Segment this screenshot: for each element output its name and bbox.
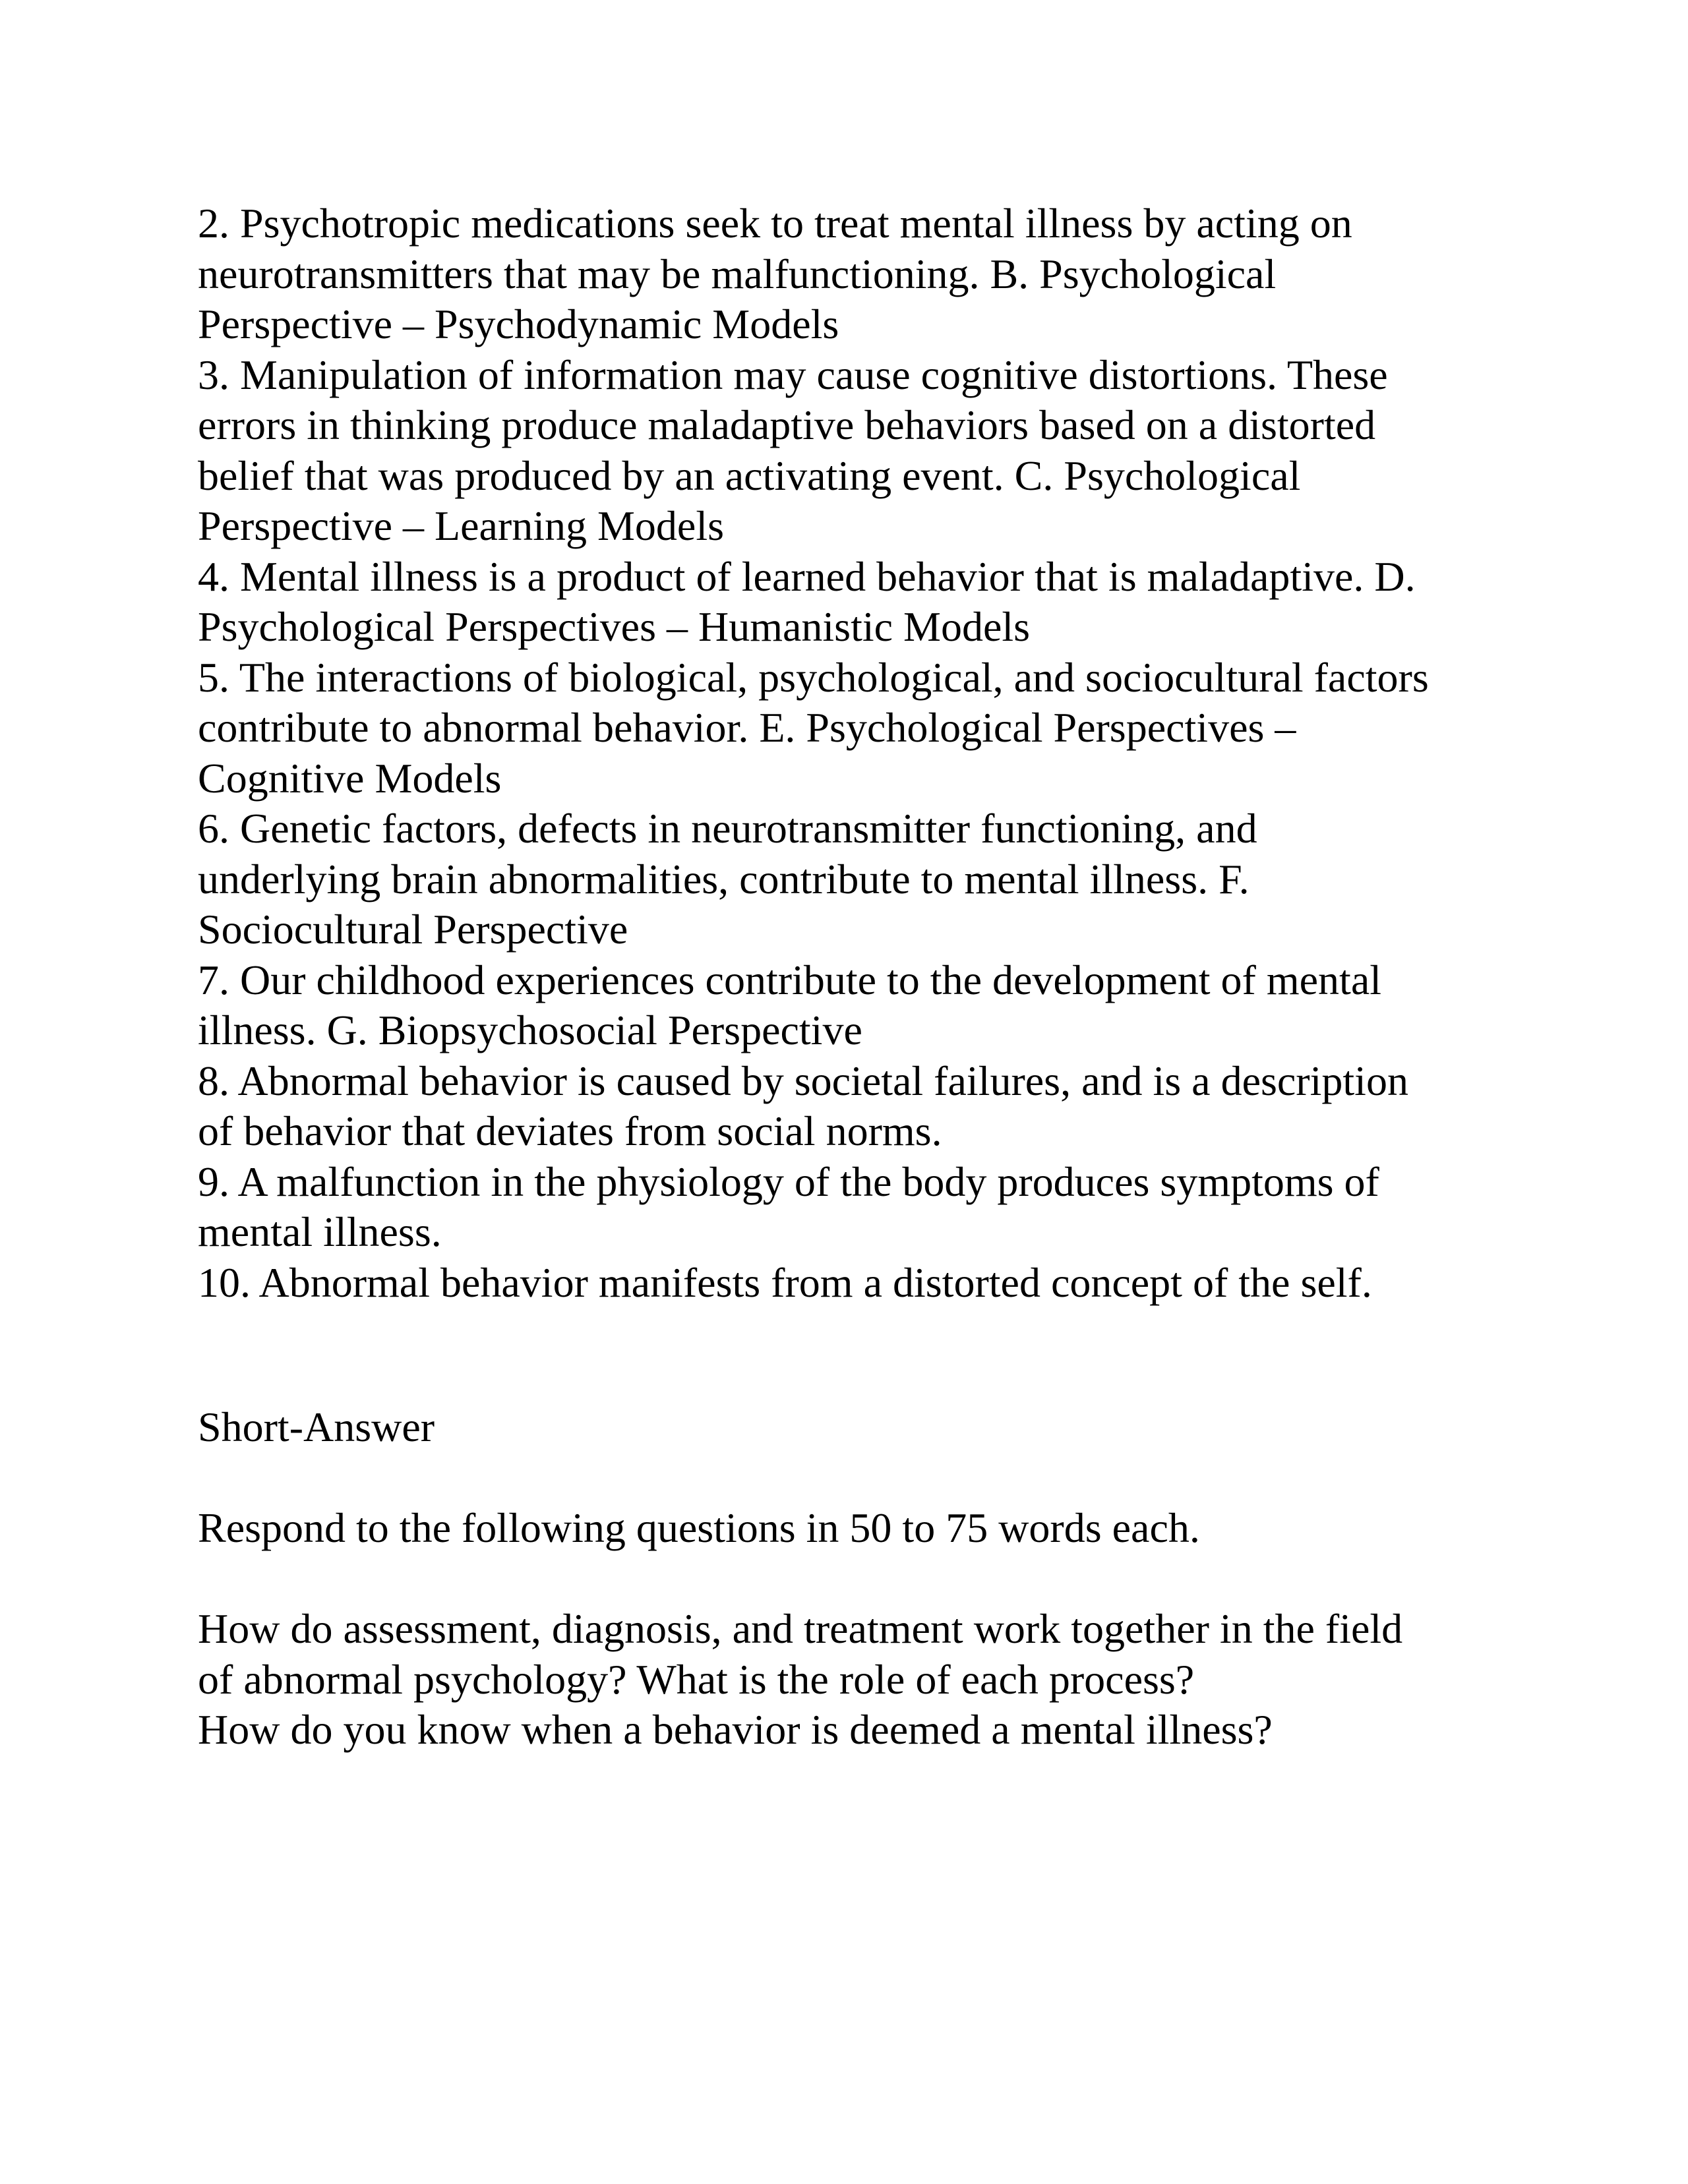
text-line: mental illness.: [198, 1208, 442, 1255]
instructions: [198, 1503, 1536, 1554]
text-line: errors in thinking produce maladaptive behaviors based on a distorted: [198, 401, 1376, 448]
text-line: 5. The interactions of biological, psychological, and sociocultural factors: [198, 653, 1429, 701]
text-line: 10. Abnormal behavior manifests from a distorted concept of the self.: [198, 1258, 1372, 1306]
text-line: Sociocultural Perspective: [198, 906, 628, 953]
text-line: 9. A malfunction in the physiology of the body produces symptoms of: [198, 1158, 1379, 1205]
text-line: belief that was produced by an activating event. C. Psychological: [198, 452, 1301, 499]
text-line: underlying brain abnormalities, contribute to mental illness. F.: [198, 855, 1250, 902]
text-line: 3. Manipulation of information may cause cognitive distortions. These: [198, 351, 1388, 398]
text-line: 7. Our childhood experiences contribute to the development of mental: [198, 956, 1381, 1003]
section-heading: Short-Answer: [198, 1403, 435, 1450]
question-line: How do you know when a behavior is deemed a mental illness?: [198, 1706, 1273, 1753]
text-line: illness. G. Biopsychosocial Perspective: [198, 1007, 862, 1053]
short-answer-questions: [198, 1604, 1536, 1756]
question-line: of abnormal psychology? What is the role of each process?: [198, 1655, 1195, 1703]
text-line: of behavior that deviates from social norms.: [198, 1107, 942, 1154]
text-line: contribute to abnormal behavior. E. Psychological Perspectives –: [198, 704, 1296, 751]
text-line: Perspective – Psychodynamic Models: [198, 301, 839, 347]
text-line: 2. Psychotropic medications seek to treat mental illness by acting on: [198, 200, 1352, 247]
text-line: Perspective – Learning Models: [198, 502, 724, 549]
text-line: neurotransmitters that may be malfunctioning. B. Psychological: [198, 250, 1277, 297]
short-answer-section: [198, 1402, 1536, 1453]
text-line: 8. Abnormal behavior is caused by societal failures, and is a description: [198, 1057, 1408, 1104]
matching-items: [198, 198, 1536, 1308]
question-line: How do assessment, diagnosis, and treatment work together in the field: [198, 1605, 1403, 1652]
text-line: Cognitive Models: [198, 754, 502, 802]
instruction-text: Respond to the following questions in 50 to 75 words each.: [198, 1504, 1200, 1551]
text-line: 4. Mental illness is a product of learned behavior that is maladaptive. D.: [198, 552, 1416, 600]
text-line: 6. Genetic factors, defects in neurotransmitter functioning, and: [198, 805, 1257, 852]
text-line: Psychological Perspectives – Humanistic Models: [198, 603, 1031, 650]
